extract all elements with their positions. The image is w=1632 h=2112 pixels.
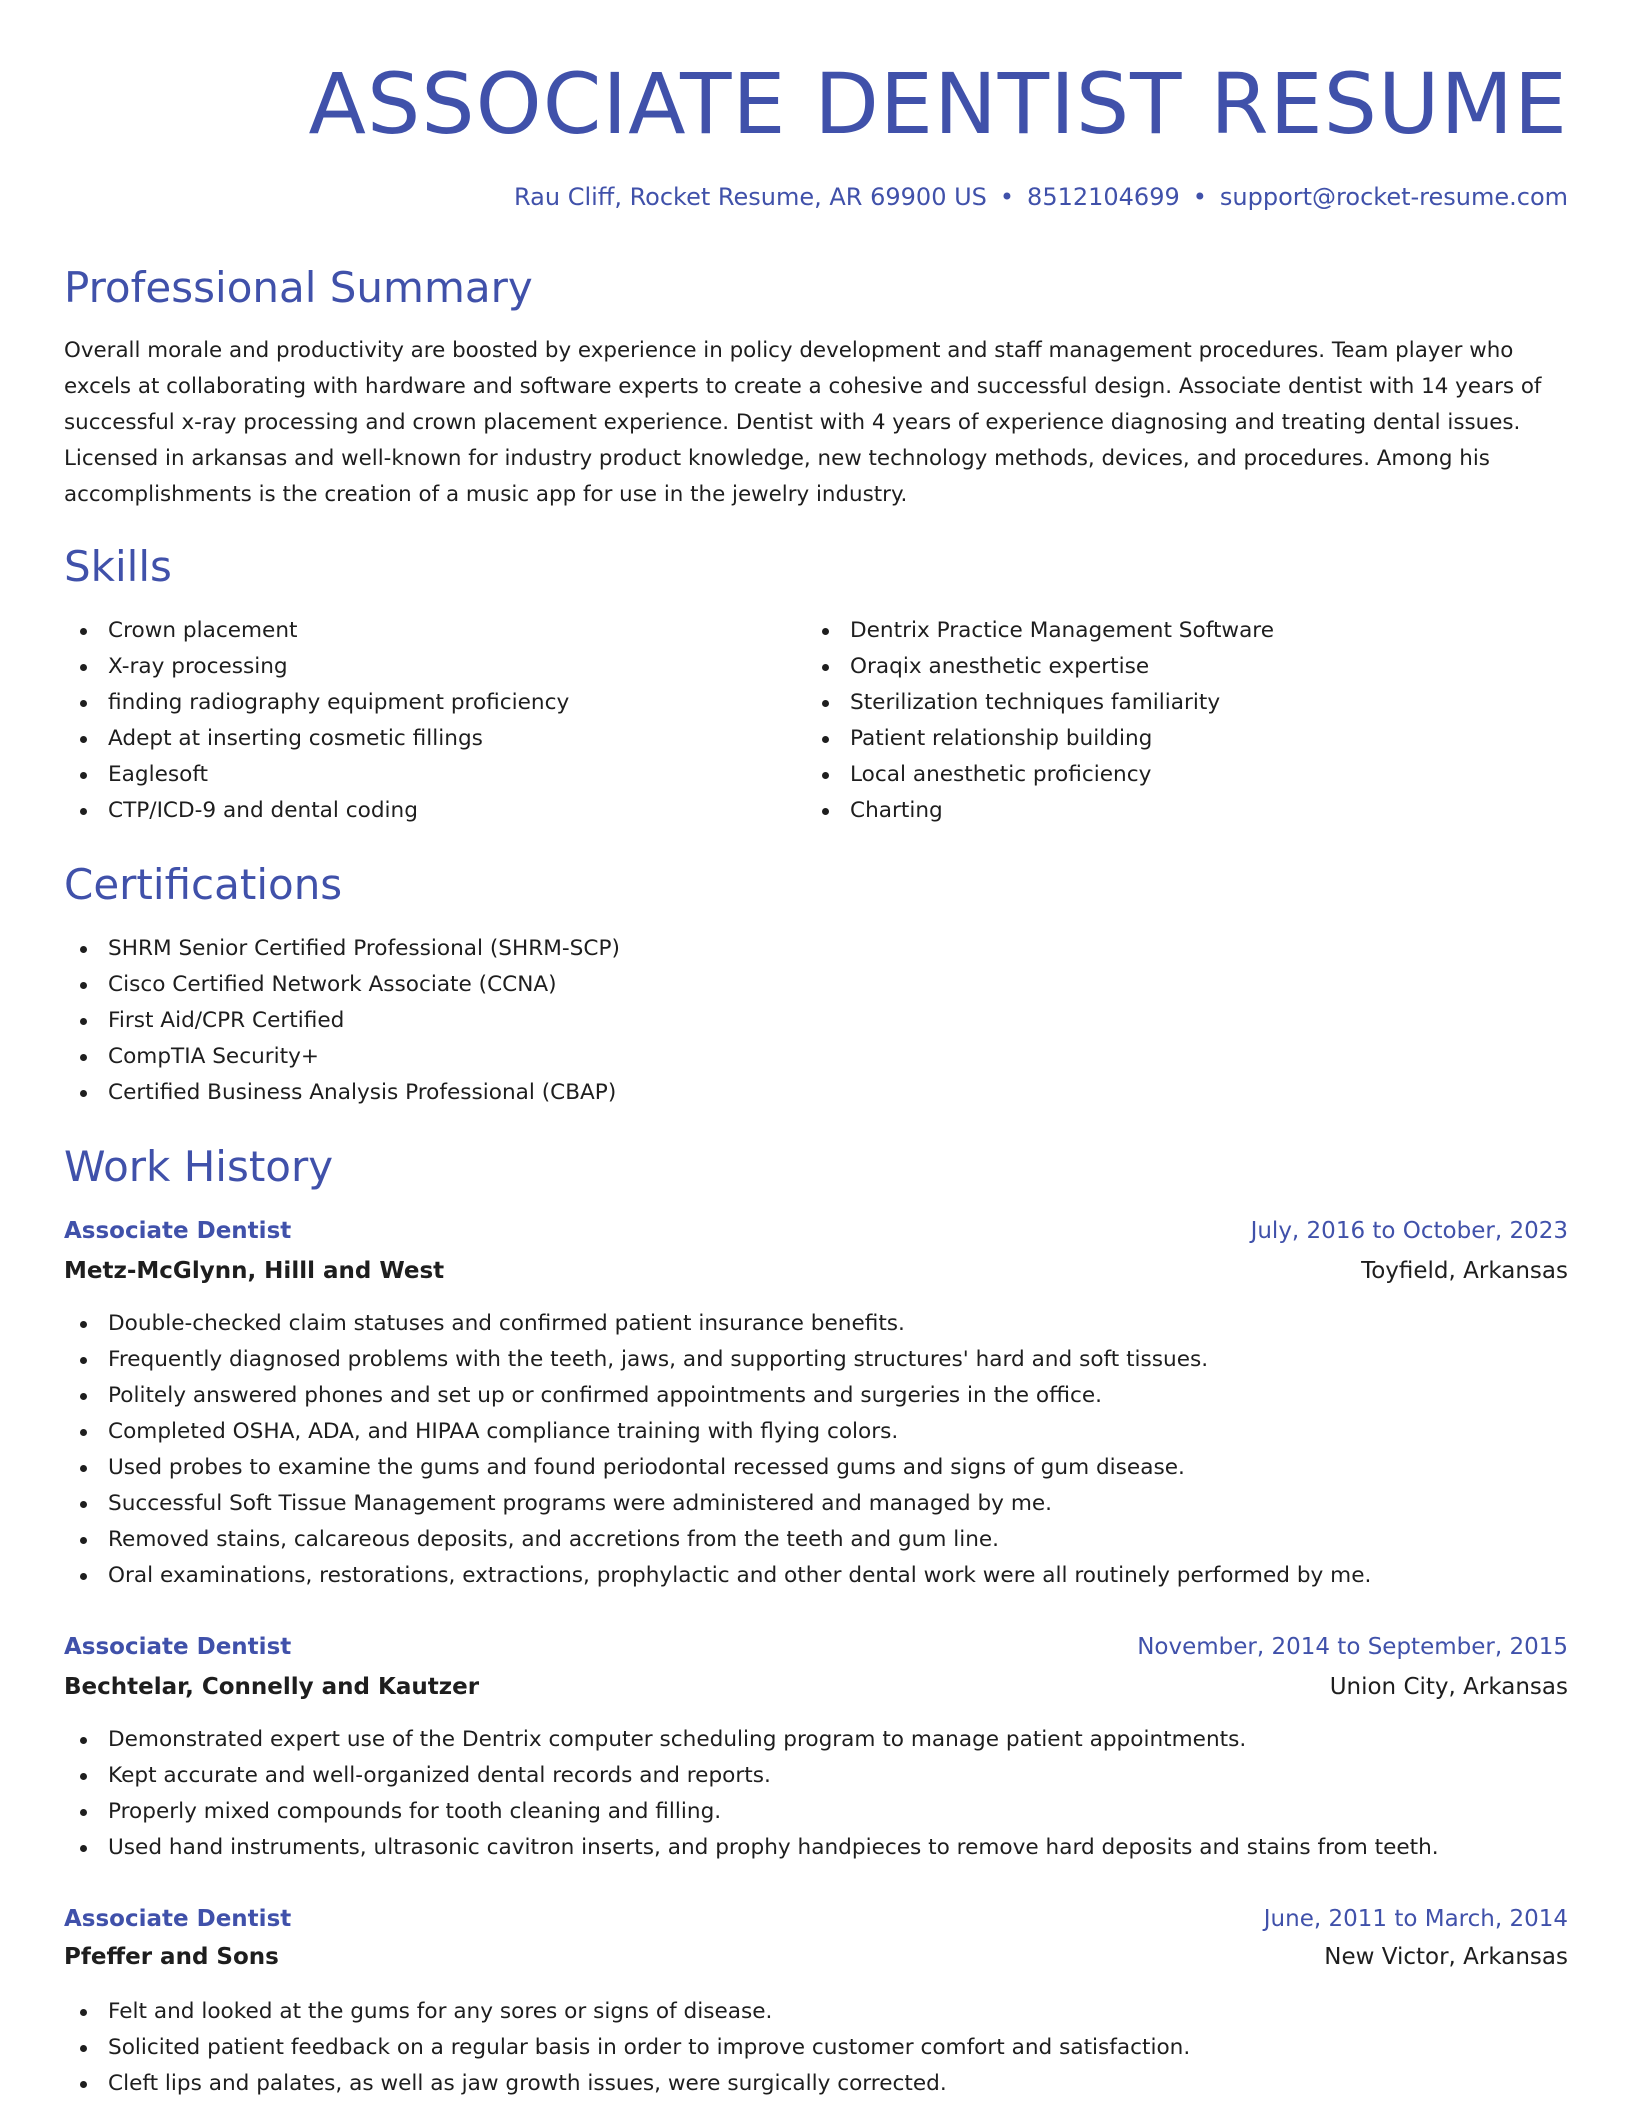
bullet-icon <box>80 1357 87 1364</box>
bullet-icon <box>80 736 87 743</box>
job-duty-item: Double-checked claim statuses and confirmed patient insurance benefits. <box>64 1306 1568 1342</box>
certification-item: Certified Business Analysis Professional (CBAP) <box>64 1075 1568 1111</box>
bullet-icon <box>80 2009 87 2016</box>
certification-item: Cisco Certified Network Associate (CCNA) <box>64 967 1568 1003</box>
job-dates: July, 2016 to October, 2023 <box>1250 1218 1568 1244</box>
bullet-icon <box>822 736 829 743</box>
contact-phone: 8512104699 <box>1027 183 1180 211</box>
job-company: Metz-McGlynn, Hilll and West <box>64 1258 445 1284</box>
skill-item: Dentrix Practice Management Software <box>806 613 1568 649</box>
bullet-icon <box>80 982 87 989</box>
bullet-icon <box>80 1845 87 1852</box>
skill-item: Charting <box>806 793 1568 829</box>
skill-item: Eaglesoft <box>64 757 784 793</box>
bullet-icon <box>80 1018 87 1025</box>
job-location: Union City, Arkansas <box>1329 1674 1568 1700</box>
bullet-icon <box>80 1773 87 1780</box>
job-duty-item: Completed OSHA, ADA, and HIPAA compliance training with flying colors. <box>64 1414 1568 1450</box>
job-title: Associate Dentist <box>64 1634 292 1660</box>
bullet-icon <box>80 1737 87 1744</box>
bullet-icon <box>80 1573 87 1580</box>
skills-heading: Skills <box>64 542 172 591</box>
bullet-icon <box>80 1321 87 1328</box>
skills-list-left <box>64 613 784 829</box>
job-company: Bechtelar, Connelly and Kautzer <box>64 1674 480 1700</box>
bullet-icon <box>80 700 87 707</box>
bullet-icon <box>80 628 87 635</box>
job-duty-item: Felt and looked at the gums for any sores or signs of disease. <box>64 1994 1568 2030</box>
certification-item: CompTIA Security+ <box>64 1039 1568 1075</box>
bullet-icon <box>822 772 829 779</box>
bullet-icon <box>80 2081 87 2088</box>
bullet-icon <box>80 1090 87 1097</box>
job-duty-item: Frequently diagnosed problems with the teeth, jaws, and supporting structures' hard and soft tissues. <box>64 1342 1568 1378</box>
job-company: Pfeffer and Sons <box>64 1944 279 1970</box>
job-duty-item: Solicited patient feedback on a regular basis in order to improve customer comfort and satisfaction. <box>64 2030 1568 2066</box>
job-title: Associate Dentist <box>64 1218 292 1244</box>
summary-text: Overall morale and productivity are boosted by experience in policy development and staff management procedures. Team player who excels at collaborating with hardware and software experts to create a cohesive and successful design. Associate dentist with 14 years of successful x-ray processing and crown placement experience. Dentist with 4 years of experience diagnosing and treating dental issues. Licensed in arkansas and well-known for industry product knowledge, new technology methods, devices, and procedures. Among his accomplishments is the creation of a music app for use in the jewelry industry. <box>64 338 1542 507</box>
contact-address: Rau Cliff, Rocket Resume, AR 69900 US <box>514 183 987 211</box>
resume-title: ASSOCIATE DENTIST RESUME <box>308 55 1568 153</box>
bullet-icon <box>80 1537 87 1544</box>
contact-separator: • <box>999 183 1015 211</box>
bullet-icon <box>80 1501 87 1508</box>
job-title: Associate Dentist <box>64 1906 292 1932</box>
skill-item: Local anesthetic proficiency <box>806 757 1568 793</box>
bullet-icon <box>80 1393 87 1400</box>
job-duty-item: Cleft lips and palates, as well as jaw growth issues, were surgically corrected. <box>64 2066 1568 2102</box>
job-duty-item: Successful Soft Tissue Management programs were administered and managed by me. <box>64 1486 1568 1522</box>
job-dates: June, 2011 to March, 2014 <box>1263 1906 1568 1932</box>
skill-item: CTP/ICD-9 and dental coding <box>64 793 784 829</box>
skill-item: Adept at inserting cosmetic fillings <box>64 721 784 757</box>
job-duties-list <box>64 1306 1568 1594</box>
job-duty-item: Used hand instruments, ultrasonic cavitron inserts, and prophy handpieces to remove hard deposits and stains from teeth. <box>64 1830 1568 1866</box>
job-duty-item: Demonstrated expert use of the Dentrix computer scheduling program to manage patient appointments. <box>64 1722 1568 1758</box>
contact-separator: • <box>1192 183 1207 211</box>
work-history-heading: Work History <box>64 1142 334 1191</box>
skill-item: Oraqix anesthetic expertise <box>806 649 1568 685</box>
skill-item: Crown placement <box>64 613 784 649</box>
contact-email: support@rocket-resume.com <box>1219 183 1568 211</box>
bullet-icon <box>822 700 829 707</box>
bullet-icon <box>80 772 87 779</box>
job-duty-item: Removed stains, calcareous deposits, and accretions from the teeth and gum line. <box>64 1522 1568 1558</box>
skill-item: Sterilization techniques familiarity <box>806 685 1568 721</box>
certification-item: First Aid/CPR Certified <box>64 1003 1568 1039</box>
job-location: Toyfield, Arkansas <box>1361 1258 1568 1284</box>
bullet-icon <box>822 808 829 815</box>
job-duty-item: Used probes to examine the gums and found periodontal recessed gums and signs of gum disease. <box>64 1450 1568 1486</box>
job-duty-item: Kept accurate and well-organized dental records and reports. <box>64 1758 1568 1794</box>
contact-line <box>514 180 1568 214</box>
bullet-icon <box>80 664 87 671</box>
bullet-icon <box>822 664 829 671</box>
job-duties-list <box>64 1994 1568 2102</box>
certifications-list <box>64 931 1568 1111</box>
bullet-icon <box>80 1809 87 1816</box>
job-dates: November, 2014 to September, 2015 <box>1137 1634 1568 1660</box>
bullet-icon <box>822 628 829 635</box>
certification-item: SHRM Senior Certified Professional (SHRM-SCP) <box>64 931 1568 967</box>
skills-list-right <box>806 613 1568 829</box>
job-duty-item: Oral examinations, restorations, extractions, prophylactic and other dental work were all routinely performed by me. <box>64 1558 1568 1594</box>
job-duty-item: Properly mixed compounds for tooth cleaning and filling. <box>64 1794 1568 1830</box>
job-location: New Victor, Arkansas <box>1324 1944 1568 1970</box>
certifications-heading: Certifications <box>64 860 343 909</box>
bullet-icon <box>80 946 87 953</box>
bullet-icon <box>80 1054 87 1061</box>
job-duty-item: Politely answered phones and set up or confirmed appointments and surgeries in the office. <box>64 1378 1568 1414</box>
bullet-icon <box>80 2045 87 2052</box>
resume-page <box>64 0 1568 2112</box>
job-duties-list <box>64 1722 1568 1866</box>
bullet-icon <box>80 1465 87 1472</box>
summary-heading: Professional Summary <box>64 263 533 312</box>
skill-item: X-ray processing <box>64 649 784 685</box>
bullet-icon <box>80 1429 87 1436</box>
bullet-icon <box>80 808 87 815</box>
skill-item: Patient relationship building <box>806 721 1568 757</box>
skill-item: finding radiography equipment proficiency <box>64 685 784 721</box>
